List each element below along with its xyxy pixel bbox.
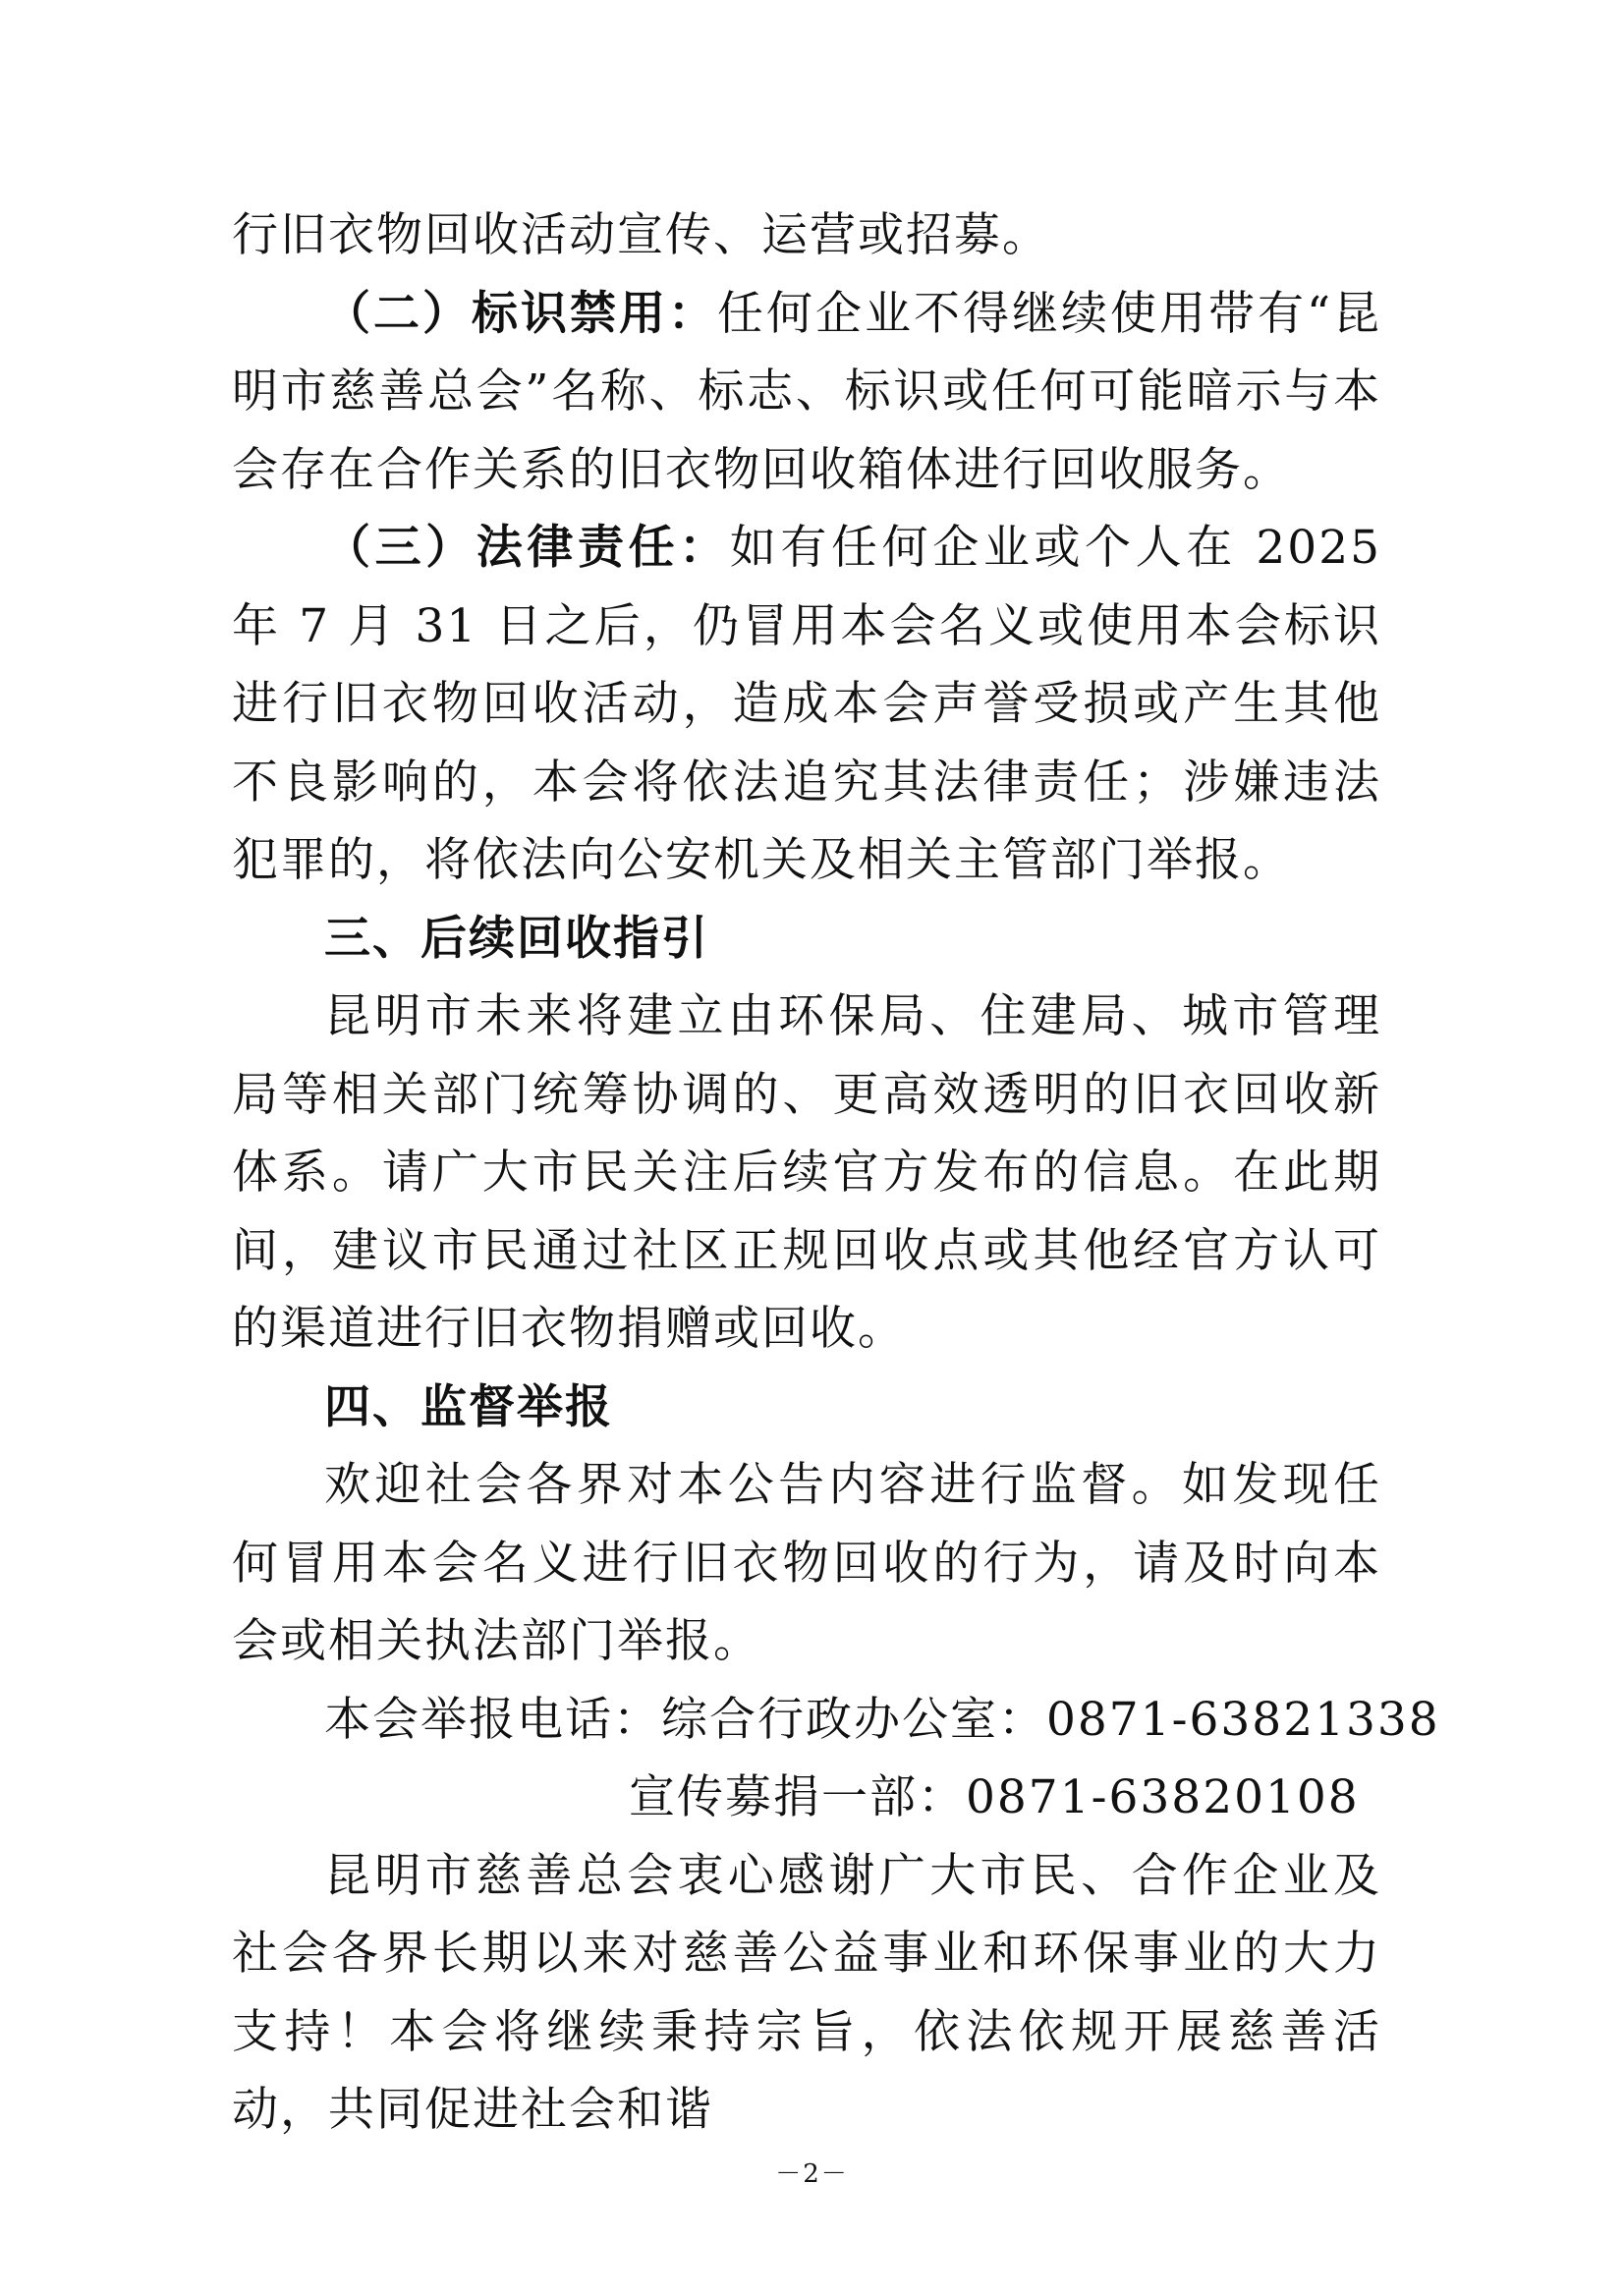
page-number: －2－ xyxy=(775,2159,849,2189)
item-legal-liability xyxy=(232,509,1381,900)
section-text-supervision: 欢迎社会各界对本公告内容进行监督。如发现任何冒用本会名义进行旧衣物回收的行为，请及时向本会或相关执法部门举报。 xyxy=(232,1458,1381,1668)
item-label: （三）法律责任： xyxy=(324,521,730,575)
closing-paragraph: 昆明市慈善总会衷心感谢广大市民、合作企业及社会各界长期以来对慈善公益事业和环保事业的大力支持！本会将继续秉持宗旨，依法依规开展慈善活动，共同促进社会和谐 xyxy=(232,1848,1381,2137)
document-body xyxy=(232,196,1440,2150)
item-identifier-ban xyxy=(232,275,1381,510)
section-heading-recycling-guide: 三、后续回收指引 xyxy=(324,911,709,966)
item-text: 任何企业不得继续使用带有“昆明市慈善总会”名称、标志、标识或任何可能暗示与本会存在合作关系的旧衣物回收箱体进行回收服务。 xyxy=(232,286,1382,497)
report-phone-line-2: 宣传募捐一部：0871-63820108 xyxy=(629,1770,1360,1824)
report-phone-line-1: 本会举报电话：综合行政办公室：0871-63821338 xyxy=(324,1692,1440,1747)
section-text-recycling-guide: 昆明市未来将建立由环保局、住建局、城市管理局等相关部门统筹协调的、更高效透明的旧衣回收新体系。请广大市民关注后续官方发布的信息。在此期间，建议市民通过社区正规回收点或其他经官方认可的渠道进行旧衣物捐赠或回收。 xyxy=(232,989,1381,1356)
section-heading-supervision: 四、监督举报 xyxy=(324,1379,613,1434)
item-label: （二）标识禁用： xyxy=(324,286,717,341)
continued-paragraph: 行旧衣物回收活动宣传、运营或招募。 xyxy=(232,208,1050,262)
item-text: 如有任何企业或个人在 2025 年 7 月 31 日之后，仍冒用本会名义或使用本会标识进行旧衣物回收活动，造成本会声誉受损或产生其他不良影响的，本会将依法追究其法律责任；涉嫌违法犯罪的，将依法向公安机关及相关主管部门举报。 xyxy=(232,521,1382,887)
